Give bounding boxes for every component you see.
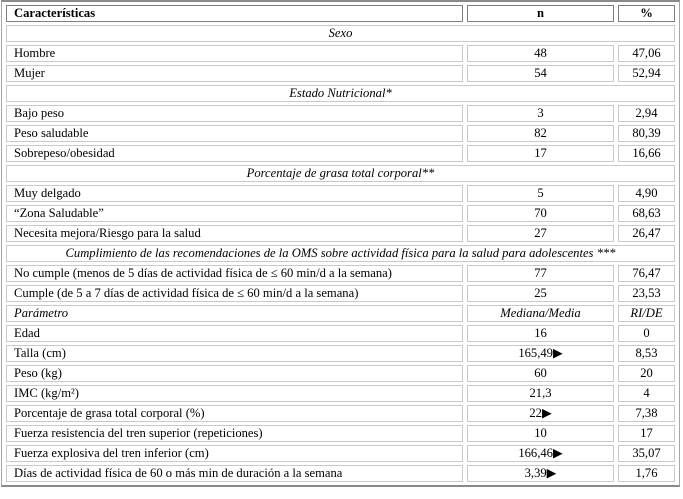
row-label: Porcentaje de grasa total corporal (%) xyxy=(6,405,463,422)
table-row xyxy=(6,345,675,362)
section-row xyxy=(6,25,675,42)
value-percent: RI/DE xyxy=(618,305,675,322)
table-row xyxy=(6,125,675,142)
value-percent: 35,07 xyxy=(618,445,675,462)
row-label: Sobrepeso/obesidad xyxy=(6,145,463,162)
row-label: Fuerza resistencia del tren superior (repeticiones) xyxy=(6,425,463,442)
row-label: “Zona Saludable” xyxy=(6,205,463,222)
value-percent: 7,38 xyxy=(618,405,675,422)
value-n: 27 xyxy=(467,225,614,242)
row-label: Cumple (de 5 a 7 días de actividad física de ≤ 60 min/d a la semana) xyxy=(6,285,463,302)
section-row xyxy=(6,165,675,182)
row-label: Peso (kg) xyxy=(6,365,463,382)
table-row xyxy=(6,145,675,162)
row-label: Muy delgado xyxy=(6,185,463,202)
value-n: Mediana/Media xyxy=(467,305,614,322)
column-header-percent: % xyxy=(618,5,675,22)
row-label: IMC (kg/m²) xyxy=(6,385,463,402)
value-n: 17 xyxy=(467,145,614,162)
value-percent: 17 xyxy=(618,425,675,442)
table-row xyxy=(6,325,675,342)
section-label: Sexo xyxy=(6,25,675,42)
value-n: 10 xyxy=(467,425,614,442)
table-row xyxy=(6,405,675,422)
section-label: Estado Nutricional* xyxy=(6,85,675,102)
section-row xyxy=(6,245,675,262)
value-n: 16 xyxy=(467,325,614,342)
table-row xyxy=(6,105,675,122)
table-row xyxy=(6,205,675,222)
value-n: 165,49▶ xyxy=(467,345,614,362)
table-row xyxy=(6,385,675,402)
value-percent: 0 xyxy=(618,325,675,342)
section-label: Cumplimiento de las recomendaciones de la OMS sobre actividad física para la salud para adolescentes *** xyxy=(6,245,675,262)
value-percent: 23,53 xyxy=(618,285,675,302)
table-row xyxy=(6,65,675,82)
row-label: Mujer xyxy=(6,65,463,82)
subheader-row xyxy=(6,305,675,322)
row-label: Talla (cm) xyxy=(6,345,463,362)
table-row xyxy=(6,465,675,482)
value-n: 22▶ xyxy=(467,405,614,422)
value-n: 166,46▶ xyxy=(467,445,614,462)
value-n: 54 xyxy=(467,65,614,82)
header-row xyxy=(6,5,675,22)
value-percent: 16,66 xyxy=(618,145,675,162)
row-label: No cumple (menos de 5 días de actividad física de ≤ 60 min/d a la semana) xyxy=(6,265,463,282)
characteristics-table xyxy=(1,0,680,487)
value-percent: 68,63 xyxy=(618,205,675,222)
value-n: 60 xyxy=(467,365,614,382)
value-n: 21,3 xyxy=(467,385,614,402)
value-n: 25 xyxy=(467,285,614,302)
value-n: 5 xyxy=(467,185,614,202)
value-n: 3 xyxy=(467,105,614,122)
value-n: 82 xyxy=(467,125,614,142)
value-percent: 26,47 xyxy=(618,225,675,242)
row-label: Peso saludable xyxy=(6,125,463,142)
value-percent: 4,90 xyxy=(618,185,675,202)
value-percent: 76,47 xyxy=(618,265,675,282)
row-label: Edad xyxy=(6,325,463,342)
table-row xyxy=(6,265,675,282)
value-n: 48 xyxy=(467,45,614,62)
value-percent: 47,06 xyxy=(618,45,675,62)
value-percent: 52,94 xyxy=(618,65,675,82)
table-row xyxy=(6,45,675,62)
value-percent: 20 xyxy=(618,365,675,382)
table-row xyxy=(6,225,675,242)
value-n: 77 xyxy=(467,265,614,282)
section-label: Porcentaje de grasa total corporal** xyxy=(6,165,675,182)
table-row xyxy=(6,365,675,382)
value-n: 70 xyxy=(467,205,614,222)
value-n: 3,39▶ xyxy=(467,465,614,482)
column-header-caracteristicas: Características xyxy=(6,5,463,22)
value-percent: 8,53 xyxy=(618,345,675,362)
value-percent: 4 xyxy=(618,385,675,402)
row-label: Fuerza explosiva del tren inferior (cm) xyxy=(6,445,463,462)
row-label: Necesita mejora/Riesgo para la salud xyxy=(6,225,463,242)
table-body xyxy=(6,25,675,482)
row-label: Bajo peso xyxy=(6,105,463,122)
value-percent: 2,94 xyxy=(618,105,675,122)
row-label: Días de actividad física de 60 o más min de duración a la semana xyxy=(6,465,463,482)
table-row xyxy=(6,185,675,202)
table-row xyxy=(6,285,675,302)
table-row xyxy=(6,445,675,462)
value-percent: 80,39 xyxy=(618,125,675,142)
value-percent: 1,76 xyxy=(618,465,675,482)
column-header-n: n xyxy=(467,5,614,22)
row-label: Hombre xyxy=(6,45,463,62)
table-row xyxy=(6,425,675,442)
row-label: Parámetro xyxy=(6,305,463,322)
section-row xyxy=(6,85,675,102)
